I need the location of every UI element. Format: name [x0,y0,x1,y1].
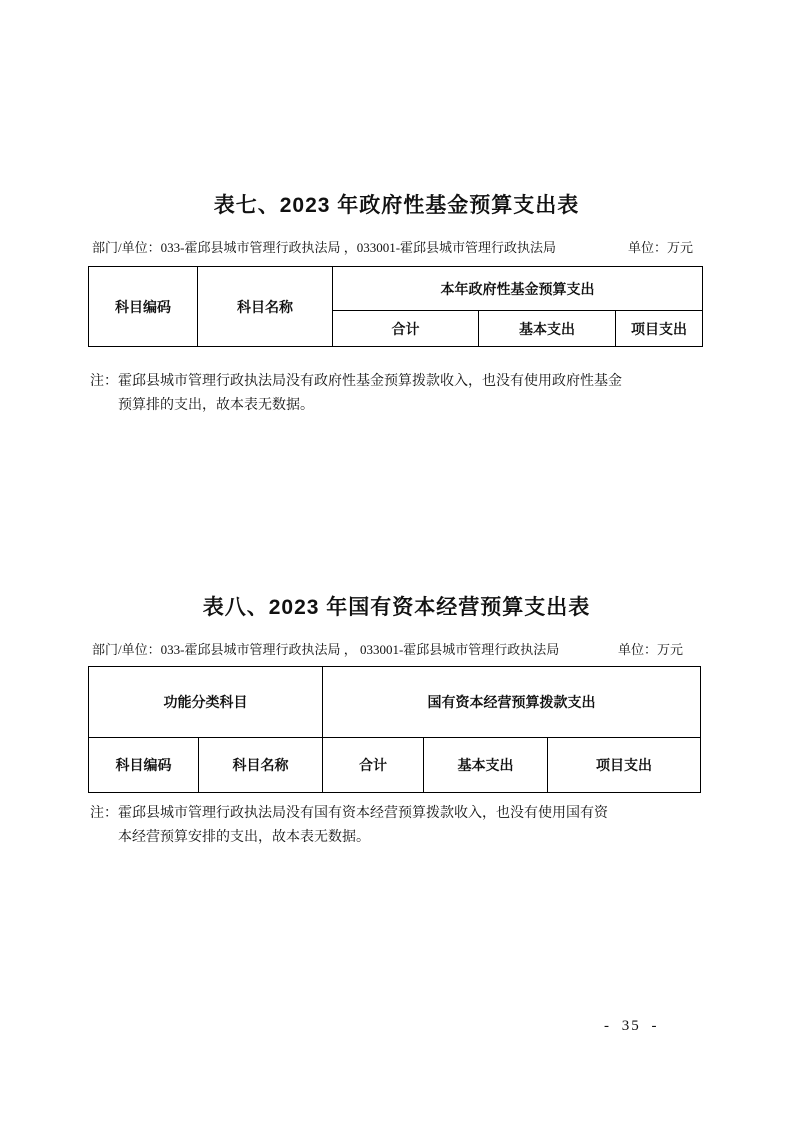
table8-header-row-2 [89,738,701,793]
table8-unit-label: 单位：万元 [617,642,683,657]
table8-header-grid [88,666,701,793]
table7-col-header-project: 项目支出 [616,311,703,347]
table7-col-header-basic: 基本支出 [479,311,616,347]
table7-group-header: 本年政府性基金预算支出 [333,267,703,311]
table8-note-line-1: 注：霍邱县城市管理行政执法局没有国有资本经营预算拨款收入，也没有使用国有资 [90,806,608,821]
table8-col-header-project: 项目支出 [548,738,701,793]
table7-dept-line: 部门/单位：033-霍邱县城市管理行政执法局 ，033001-霍邱县城市管理行政执法局 [92,240,557,255]
table8-group-header-function: 功能分类科目 [89,667,323,738]
table8-col-header-name: 科目名称 [199,738,323,793]
table8-title: 表八、2023 年国有资本经营预算支出表 [202,596,591,619]
table8-col-header-code: 科目编码 [89,738,199,793]
table7-note-line-1: 注：霍邱县城市管理行政执法局没有政府性基金预算拨款收入，也没有使用政府性基金 [90,374,622,389]
table8-col-header-basic: 基本支出 [424,738,548,793]
table8-header-row-1 [89,667,701,738]
table8-group-header-expenditure: 国有资本经营预算拨款支出 [323,667,701,738]
table7-note [90,370,706,418]
table7-note-line-2: 预算排的支出，故本表无数据。 [118,398,314,413]
table7-col-header-code: 科目编码 [89,267,198,347]
table8-dept-line: 部门/单位：033-霍邱县城市管理行政执法局 ， 033001-霍邱县城市管理行政执法局 [92,642,560,657]
table7-meta-row [92,237,693,256]
table8-note [90,802,706,850]
table7-unit-label: 单位：万元 [627,240,693,255]
table8-col-header-total: 合计 [323,738,424,793]
table7-title: 表七、2023 年政府性基金预算支出表 [213,194,580,217]
table7-header-grid [88,266,703,347]
table8-note-line-2: 本经营预算安排的支出，故本表无数据。 [118,830,370,845]
table8-meta-row [92,639,683,658]
page-number: - 35 - [604,1018,659,1034]
table7-col-header-name: 科目名称 [198,267,333,347]
table7-header-row-1 [89,267,703,311]
table7-col-header-total: 合计 [333,311,479,347]
